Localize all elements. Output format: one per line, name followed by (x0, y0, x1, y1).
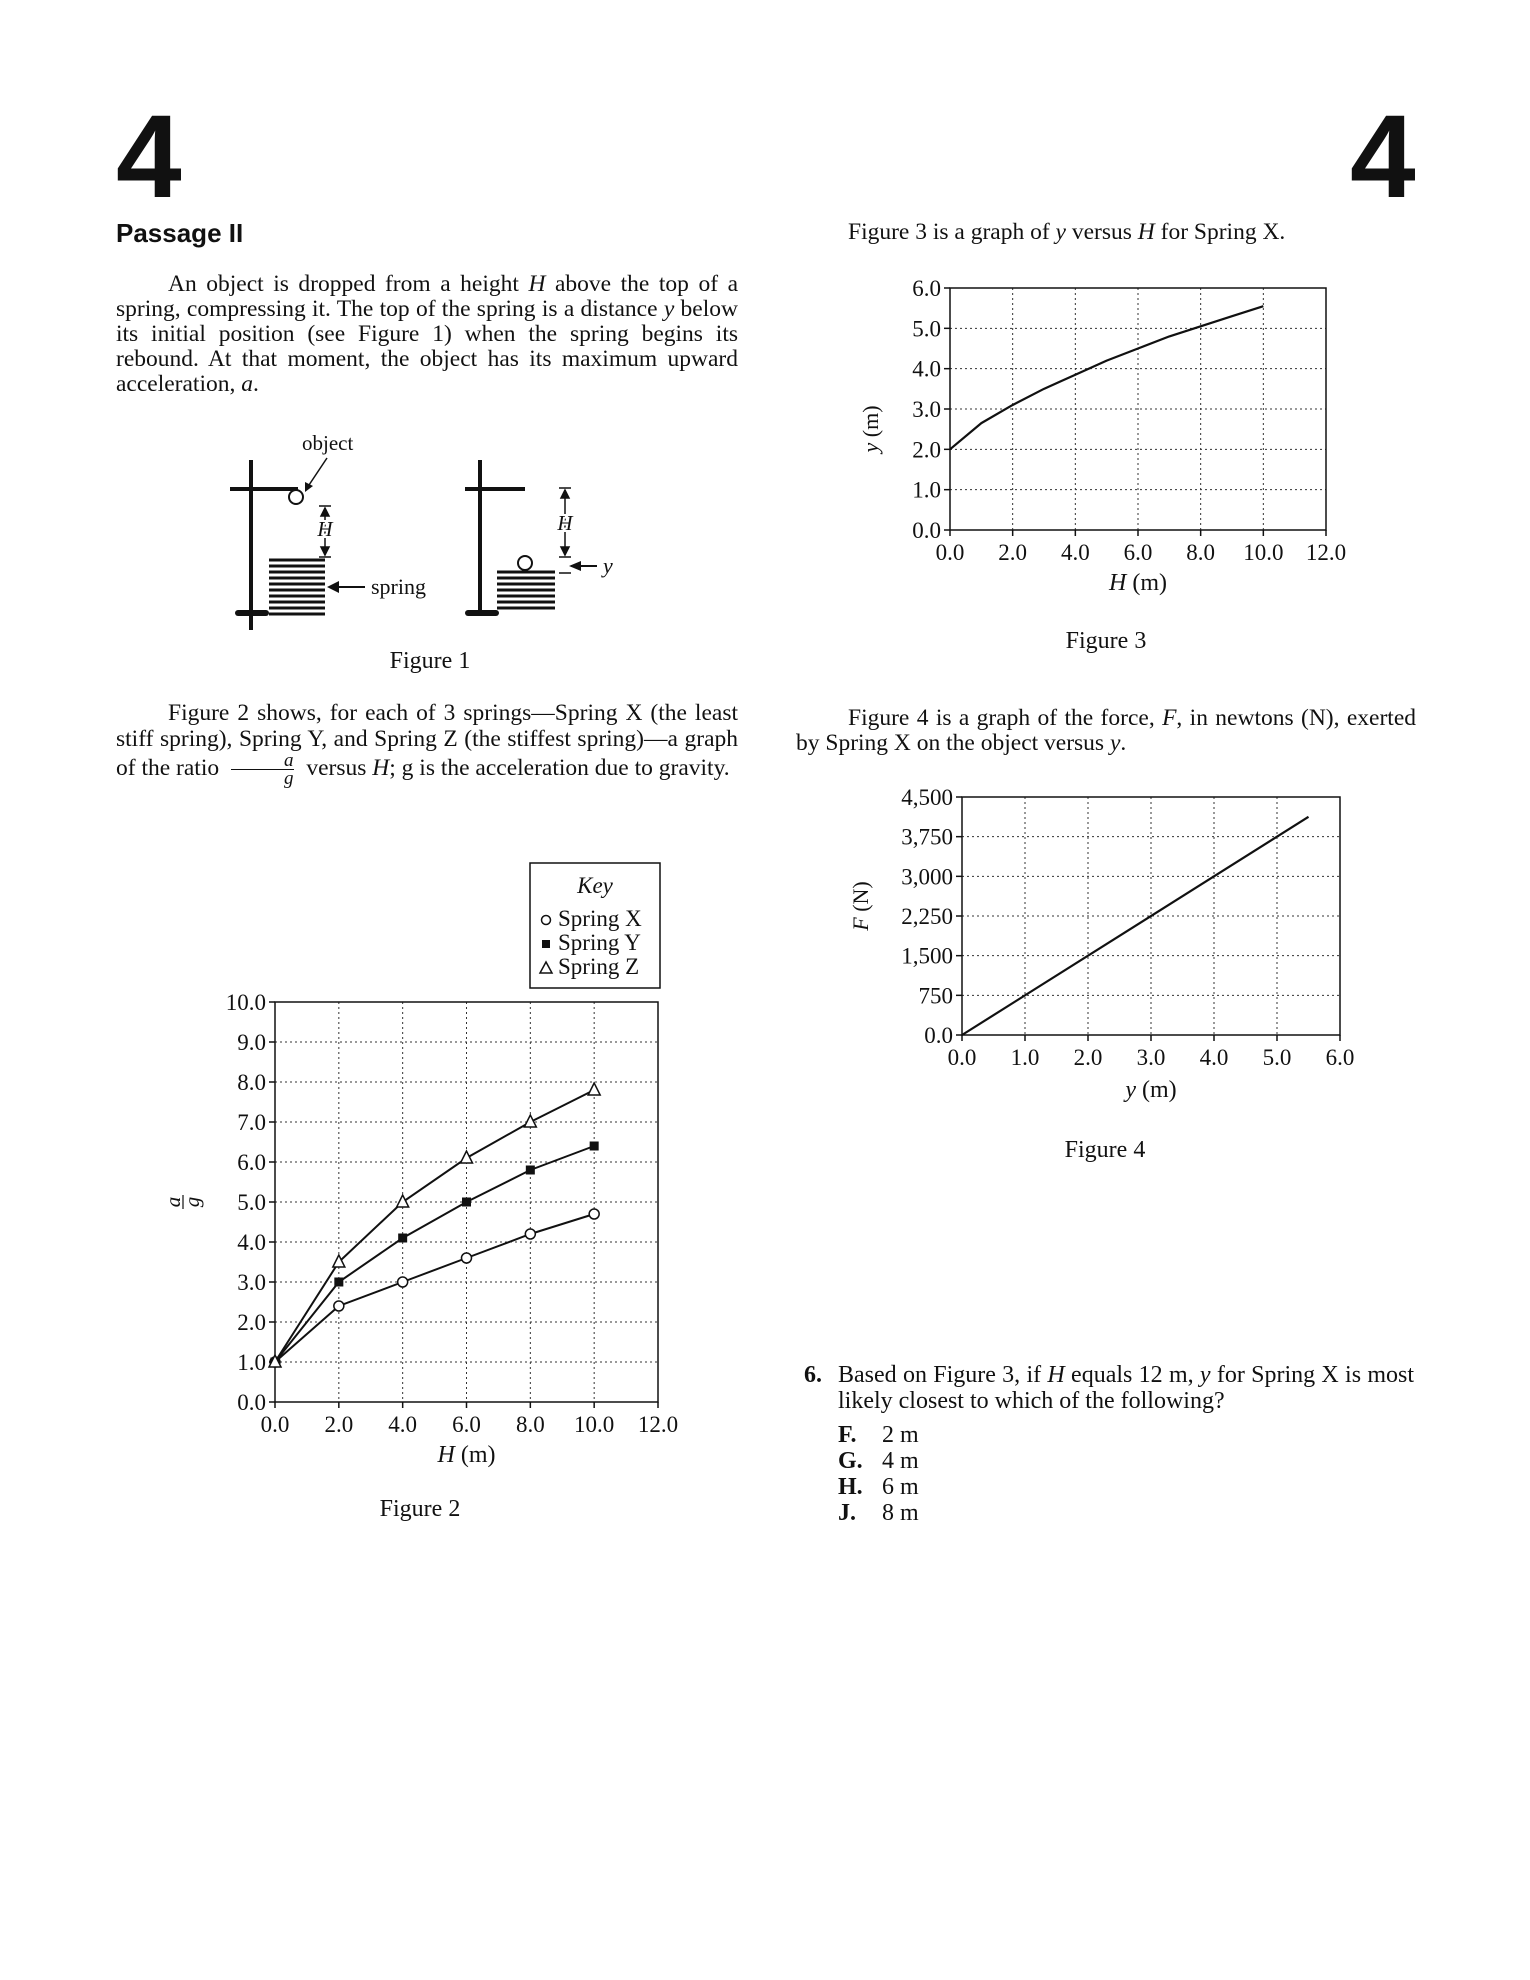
fig2-point-spring-z (461, 1151, 473, 1163)
fig2-tick-label-y: 7.0 (237, 1110, 266, 1135)
fig3-tick-label-y: 1.0 (912, 477, 941, 503)
answer-choices (838, 1422, 1414, 1526)
left-stand (230, 460, 298, 630)
fig4-tick-label-y: 4,500 (901, 785, 953, 810)
y-arrowhead (569, 561, 581, 571)
fig2-tick-label-y: 8.0 (237, 1070, 266, 1095)
fig2-x-axis-label: H (m) (437, 1442, 496, 1468)
intro-paragraph: An object is dropped from a height H above the top of a spring, compressing it. The top of the spring is a distance y below its initial position (see Figure 1) when the spring begins its rebound. At that moment, the object has its maximum upward acceleration, a. (116, 271, 738, 397)
fig2-legend-label: Spring Z (558, 954, 640, 979)
figure2-chart (160, 860, 700, 1480)
fig2-tick-label-x: 8.0 (515, 1412, 545, 1437)
figure1-caption: Figure 1 (389, 648, 471, 674)
ratio-fraction: $\frac{a}{g}$ (231, 752, 295, 787)
fig3-tick-label-y: 2.0 (912, 437, 941, 463)
figure2-caption: Figure 2 (379, 1496, 461, 1522)
answer-choice-f[interactable]: F. 2 m (838, 1422, 919, 1448)
fig4-tick-label-y: 3,000 (901, 864, 953, 890)
fig2-tick-label-y: 5.0 (237, 1190, 266, 1215)
fig3-tick-label-x: 2.0 (998, 540, 1028, 565)
question-number: 6. (804, 1362, 822, 1388)
fig2-legend-marker-spring-y (542, 940, 550, 948)
fig2-legend-label: Spring Y (558, 930, 641, 955)
fig2-tick-label-y: 10.0 (225, 990, 266, 1015)
fig2-point-spring-y (334, 1278, 343, 1287)
fig2-point-spring-x (398, 1277, 408, 1287)
fig2-legend (530, 863, 660, 988)
fig4-tick-label-x: 1.0 (1010, 1045, 1040, 1070)
fig4-tick-label-x: 3.0 (1136, 1045, 1166, 1070)
figure3-chart (840, 265, 1360, 610)
fig2-tick-label-x: 2.0 (324, 1412, 354, 1437)
fig3-x-axis-label: H (m) (1109, 570, 1167, 596)
fig3-tick-label-x: 6.0 (1123, 540, 1153, 565)
fig2-point-spring-y (398, 1234, 407, 1243)
page-number-left: 4 (116, 91, 182, 223)
fig4-tick-label-y: 1,500 (901, 943, 953, 969)
answer-choice-j[interactable]: J. 8 m (838, 1500, 919, 1526)
fig2-legend-title: Key (577, 873, 613, 898)
h-label-right: H (557, 511, 573, 535)
object-ball (289, 490, 303, 504)
fig2-y-label-denominator: g (180, 1196, 204, 1208)
fig3-tick-label-x: 12.0 (1305, 540, 1347, 565)
spring-arrowhead (327, 581, 339, 593)
passage-heading: Passage II (116, 218, 244, 248)
fig4-tick-label-x: 5.0 (1262, 1045, 1292, 1070)
right-stand (465, 460, 525, 616)
fig2-tick-label-y: 3.0 (237, 1270, 266, 1295)
fig4-y-axis-label: F (N) (848, 881, 873, 931)
figure3-description: Figure 3 is a graph of y versus H for Spring X. (848, 219, 1286, 245)
fig4-tick-label-x: 4.0 (1199, 1045, 1229, 1070)
fig3-series-line (950, 306, 1263, 449)
y-label: y (603, 553, 613, 578)
fig3-tick-label-y: 6.0 (912, 276, 941, 301)
fig2-point-spring-y (526, 1166, 535, 1175)
figure4-chart (840, 780, 1360, 1115)
fig4-tick-label-y: 750 (918, 983, 953, 1009)
fig2-point-spring-x (589, 1209, 599, 1219)
fig4-series-line (962, 817, 1309, 1035)
object-ball-compressed (518, 556, 532, 570)
fig2-tick-label-x: 4.0 (388, 1412, 418, 1437)
fig3-tick-label-y: 0.0 (912, 518, 941, 543)
h-label-left: H (317, 517, 333, 541)
fig2-point-spring-x (462, 1253, 472, 1263)
fig2-point-spring-z (588, 1083, 600, 1095)
fig3-tick-label-x: 10.0 (1243, 540, 1284, 565)
fig2-tick-label-y: 1.0 (237, 1350, 266, 1375)
object-label: object (302, 431, 354, 455)
fig2-tick-label-y: 0.0 (237, 1390, 266, 1415)
fig2-legend-label: Spring X (558, 906, 642, 931)
spring-label: spring (371, 574, 426, 599)
fig2-tick-label-x: 10.0 (574, 1412, 615, 1437)
left-spring (269, 560, 325, 614)
fig3-tick-label-y: 5.0 (912, 316, 941, 342)
answer-choice-g[interactable]: G. 4 m (838, 1448, 919, 1474)
fig4-tick-label-x: 0.0 (947, 1045, 977, 1070)
fig2-y-label-numerator: a (161, 1196, 185, 1208)
fig3-tick-label-y: 3.0 (912, 397, 941, 422)
fig3-tick-label-y: 4.0 (912, 356, 941, 382)
fig4-tick-label-x: 6.0 (1325, 1045, 1355, 1070)
fig3-tick-label-x: 4.0 (1060, 540, 1090, 565)
fig2-point-spring-x (334, 1301, 344, 1311)
fig4-tick-label-y: 2,250 (901, 904, 953, 929)
object-arrowhead (305, 482, 313, 492)
fig2-point-spring-x (525, 1229, 535, 1239)
fig3-tick-label-x: 8.0 (1186, 540, 1216, 565)
fig2-tick-label-y: 4.0 (237, 1230, 266, 1255)
fig2-tick-label-x: 6.0 (452, 1412, 481, 1437)
figure2-description: Figure 2 shows, for each of 3 springs—Spring X (the least stiff spring), Spring Y, and Spring Z (the stiffest spring)—a graph of the ratio $\frac{a}{g}$ versus H; g is the acceleration due to gravity. (116, 700, 738, 789)
fig2-tick-label-x: 12.0 (637, 1412, 679, 1437)
fig2-tick-label-y: 6.0 (237, 1150, 266, 1175)
page-number-right: 4 (1350, 91, 1416, 223)
fig2-y-axis-label (161, 1195, 204, 1209)
fig2-tick-label-y: 9.0 (237, 1030, 266, 1055)
figure3-caption: Figure 3 (1065, 628, 1147, 654)
fig2-point-spring-z (397, 1195, 409, 1207)
fig4-x-axis-label: y (m) (1125, 1077, 1177, 1103)
answer-choice-h[interactable]: H. 6 m (838, 1474, 919, 1500)
fig4-tick-label-x: 2.0 (1073, 1045, 1103, 1070)
question-stem: Based on Figure 3, if H equals 12 m, y for Spring X is most likely closest to which of the following? (838, 1362, 1415, 1414)
figure1-illustration (225, 430, 645, 630)
figure4-description: Figure 4 is a graph of the force, F, in newtons (N), exerted by Spring X on the object versus y. (796, 705, 1417, 756)
fig2-series-line-spring-y (275, 1146, 594, 1362)
fig4-tick-label-y: 0.0 (924, 1023, 953, 1048)
fig2-point-spring-y (462, 1198, 471, 1207)
fig3-tick-label-x: 0.0 (935, 540, 965, 565)
object-pointer (307, 458, 327, 488)
fig2-legend-marker-spring-x (542, 916, 551, 925)
right-spring (497, 572, 555, 608)
fig2-point-spring-y (590, 1142, 599, 1151)
question-6 (804, 1362, 1414, 1526)
figure4-caption: Figure 4 (1064, 1137, 1146, 1163)
fig4-tick-label-y: 3,750 (901, 824, 953, 850)
fig2-tick-label-x: 0.0 (260, 1412, 290, 1437)
fig2-tick-label-y: 2.0 (237, 1310, 266, 1335)
fig3-y-axis-label: y (m) (858, 405, 883, 453)
